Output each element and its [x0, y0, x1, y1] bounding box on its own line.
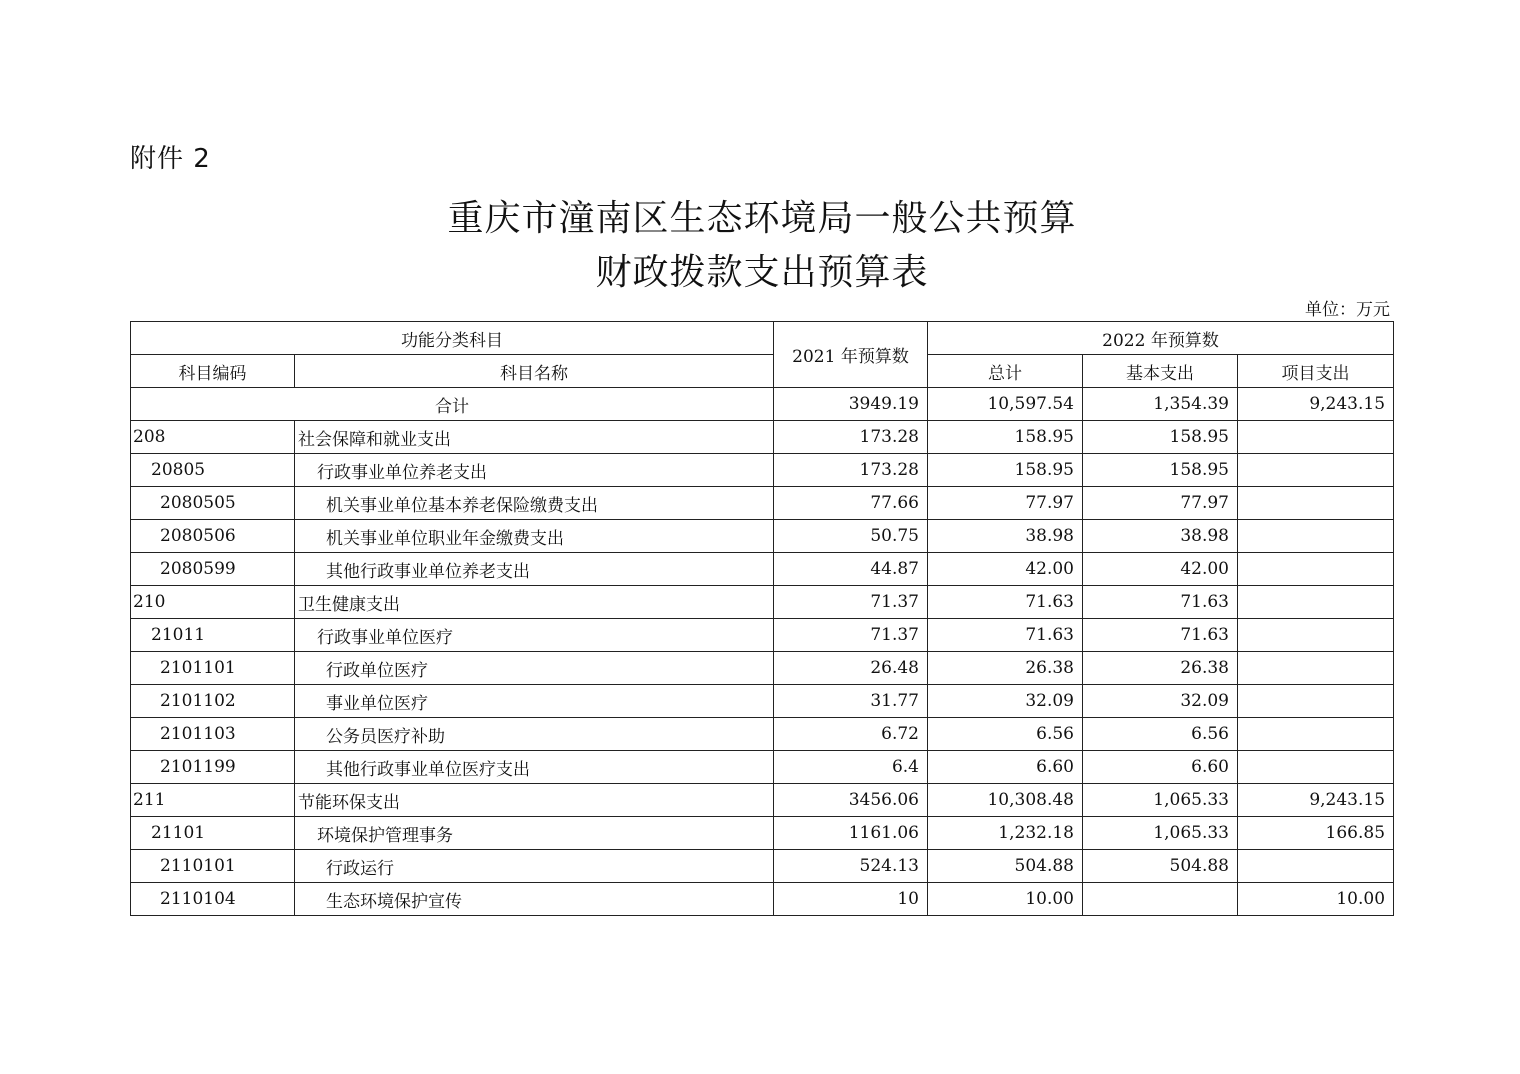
- row-code: 2110101: [131, 850, 295, 883]
- row-budget-2021: 44.87: [774, 553, 928, 586]
- row-total: 77.97: [928, 487, 1083, 520]
- row-basic: 38.98: [1083, 520, 1238, 553]
- unit-label: 单位：万元: [1305, 300, 1390, 320]
- row-total: 10,308.48: [928, 784, 1083, 817]
- table-row: [131, 553, 1394, 586]
- row-code: 2101199: [131, 751, 295, 784]
- header-name: 科目名称: [295, 355, 774, 388]
- row-basic: 1,065.33: [1083, 784, 1238, 817]
- row-project: 10.00: [1238, 883, 1394, 916]
- row-project: [1238, 553, 1394, 586]
- row-name: 行政运行: [295, 850, 774, 883]
- row-basic: 6.60: [1083, 751, 1238, 784]
- row-name: 社会保障和就业支出: [295, 421, 774, 454]
- row-code: 208: [131, 421, 295, 454]
- row-basic: 1,065.33: [1083, 817, 1238, 850]
- row-name: 机关事业单位基本养老保险缴费支出: [295, 487, 774, 520]
- row-total: 6.60: [928, 751, 1083, 784]
- row-name: 其他行政事业单位养老支出: [295, 553, 774, 586]
- row-basic: 158.95: [1083, 454, 1238, 487]
- header-total: 总计: [928, 355, 1083, 388]
- header-budget-2021: 2021 年预算数: [774, 322, 928, 388]
- document-title-line1: 重庆市潼南区生态环境局一般公共预算: [447, 198, 1077, 239]
- header-functional-category: 功能分类科目: [131, 322, 774, 355]
- table-row: [131, 586, 1394, 619]
- row-project: [1238, 520, 1394, 553]
- sum-row: [131, 388, 1394, 421]
- row-budget-2021: 6.72: [774, 718, 928, 751]
- budget-table: [130, 321, 1394, 916]
- row-name: 其他行政事业单位医疗支出: [295, 751, 774, 784]
- row-basic: 42.00: [1083, 553, 1238, 586]
- row-project: [1238, 619, 1394, 652]
- row-project: 9,243.15: [1238, 784, 1394, 817]
- attachment-label: 附件 2: [130, 144, 211, 174]
- row-project: [1238, 685, 1394, 718]
- row-total: 42.00: [928, 553, 1083, 586]
- table-row: [131, 619, 1394, 652]
- row-name: 环境保护管理事务: [295, 817, 774, 850]
- row-total: 158.95: [928, 421, 1083, 454]
- row-code: 2101101: [131, 652, 295, 685]
- table-row: [131, 850, 1394, 883]
- table-row: [131, 784, 1394, 817]
- row-code: 21011: [131, 619, 295, 652]
- sum-basic: 1,354.39: [1083, 388, 1238, 421]
- row-name: 卫生健康支出: [295, 586, 774, 619]
- table-row: [131, 718, 1394, 751]
- row-budget-2021: 6.4: [774, 751, 928, 784]
- table-row: [131, 652, 1394, 685]
- table-row: [131, 751, 1394, 784]
- row-budget-2021: 3456.06: [774, 784, 928, 817]
- row-total: 26.38: [928, 652, 1083, 685]
- row-project: [1238, 652, 1394, 685]
- table-row: [131, 520, 1394, 553]
- row-name: 行政事业单位医疗: [295, 619, 774, 652]
- header-project: 项目支出: [1238, 355, 1394, 388]
- row-name: 节能环保支出: [295, 784, 774, 817]
- row-code: 2080599: [131, 553, 295, 586]
- row-name: 事业单位医疗: [295, 685, 774, 718]
- row-basic: 32.09: [1083, 685, 1238, 718]
- row-basic: 26.38: [1083, 652, 1238, 685]
- table-row: [131, 487, 1394, 520]
- row-code: 2080505: [131, 487, 295, 520]
- row-project: [1238, 487, 1394, 520]
- row-budget-2021: 77.66: [774, 487, 928, 520]
- document-title-line2: 财政拨款支出预算表: [595, 252, 929, 293]
- header-row-1: [131, 322, 1394, 355]
- row-project: 166.85: [1238, 817, 1394, 850]
- row-total: 32.09: [928, 685, 1083, 718]
- row-budget-2021: 26.48: [774, 652, 928, 685]
- row-total: 6.56: [928, 718, 1083, 751]
- row-total: 10.00: [928, 883, 1083, 916]
- row-total: 71.63: [928, 586, 1083, 619]
- row-code: 210: [131, 586, 295, 619]
- header-row-2: [131, 355, 1394, 388]
- header-basic: 基本支出: [1083, 355, 1238, 388]
- row-budget-2021: 71.37: [774, 619, 928, 652]
- row-total: 504.88: [928, 850, 1083, 883]
- row-basic: 71.63: [1083, 619, 1238, 652]
- row-project: [1238, 751, 1394, 784]
- row-total: 38.98: [928, 520, 1083, 553]
- table-row: [131, 685, 1394, 718]
- row-code: 2101102: [131, 685, 295, 718]
- row-name: 机关事业单位职业年金缴费支出: [295, 520, 774, 553]
- row-budget-2021: 524.13: [774, 850, 928, 883]
- table-row: [131, 883, 1394, 916]
- row-basic: 6.56: [1083, 718, 1238, 751]
- row-budget-2021: 10: [774, 883, 928, 916]
- row-project: [1238, 586, 1394, 619]
- row-basic: [1083, 883, 1238, 916]
- row-basic: 158.95: [1083, 421, 1238, 454]
- row-code: 2080506: [131, 520, 295, 553]
- row-total: 1,232.18: [928, 817, 1083, 850]
- row-budget-2021: 71.37: [774, 586, 928, 619]
- sum-total: 10,597.54: [928, 388, 1083, 421]
- row-code: 20805: [131, 454, 295, 487]
- row-total: 71.63: [928, 619, 1083, 652]
- row-code: 211: [131, 784, 295, 817]
- row-budget-2021: 31.77: [774, 685, 928, 718]
- sum-project: 9,243.15: [1238, 388, 1394, 421]
- row-basic: 71.63: [1083, 586, 1238, 619]
- row-budget-2021: 50.75: [774, 520, 928, 553]
- row-project: [1238, 718, 1394, 751]
- row-budget-2021: 173.28: [774, 421, 928, 454]
- row-total: 158.95: [928, 454, 1083, 487]
- row-budget-2021: 173.28: [774, 454, 928, 487]
- header-budget-2022: 2022 年预算数: [928, 322, 1394, 355]
- row-name: 行政事业单位养老支出: [295, 454, 774, 487]
- sum-label: 合计: [131, 388, 774, 421]
- row-budget-2021: 1161.06: [774, 817, 928, 850]
- header-code: 科目编码: [131, 355, 295, 388]
- table-row: [131, 454, 1394, 487]
- row-code: 21101: [131, 817, 295, 850]
- table-row: [131, 421, 1394, 454]
- row-code: 2110104: [131, 883, 295, 916]
- sum-budget-2021: 3949.19: [774, 388, 928, 421]
- table-row: [131, 817, 1394, 850]
- row-project: [1238, 421, 1394, 454]
- row-project: [1238, 454, 1394, 487]
- row-basic: 504.88: [1083, 850, 1238, 883]
- row-name: 公务员医疗补助: [295, 718, 774, 751]
- row-name: 行政单位医疗: [295, 652, 774, 685]
- row-project: [1238, 850, 1394, 883]
- row-code: 2101103: [131, 718, 295, 751]
- row-name: 生态环境保护宣传: [295, 883, 774, 916]
- row-basic: 77.97: [1083, 487, 1238, 520]
